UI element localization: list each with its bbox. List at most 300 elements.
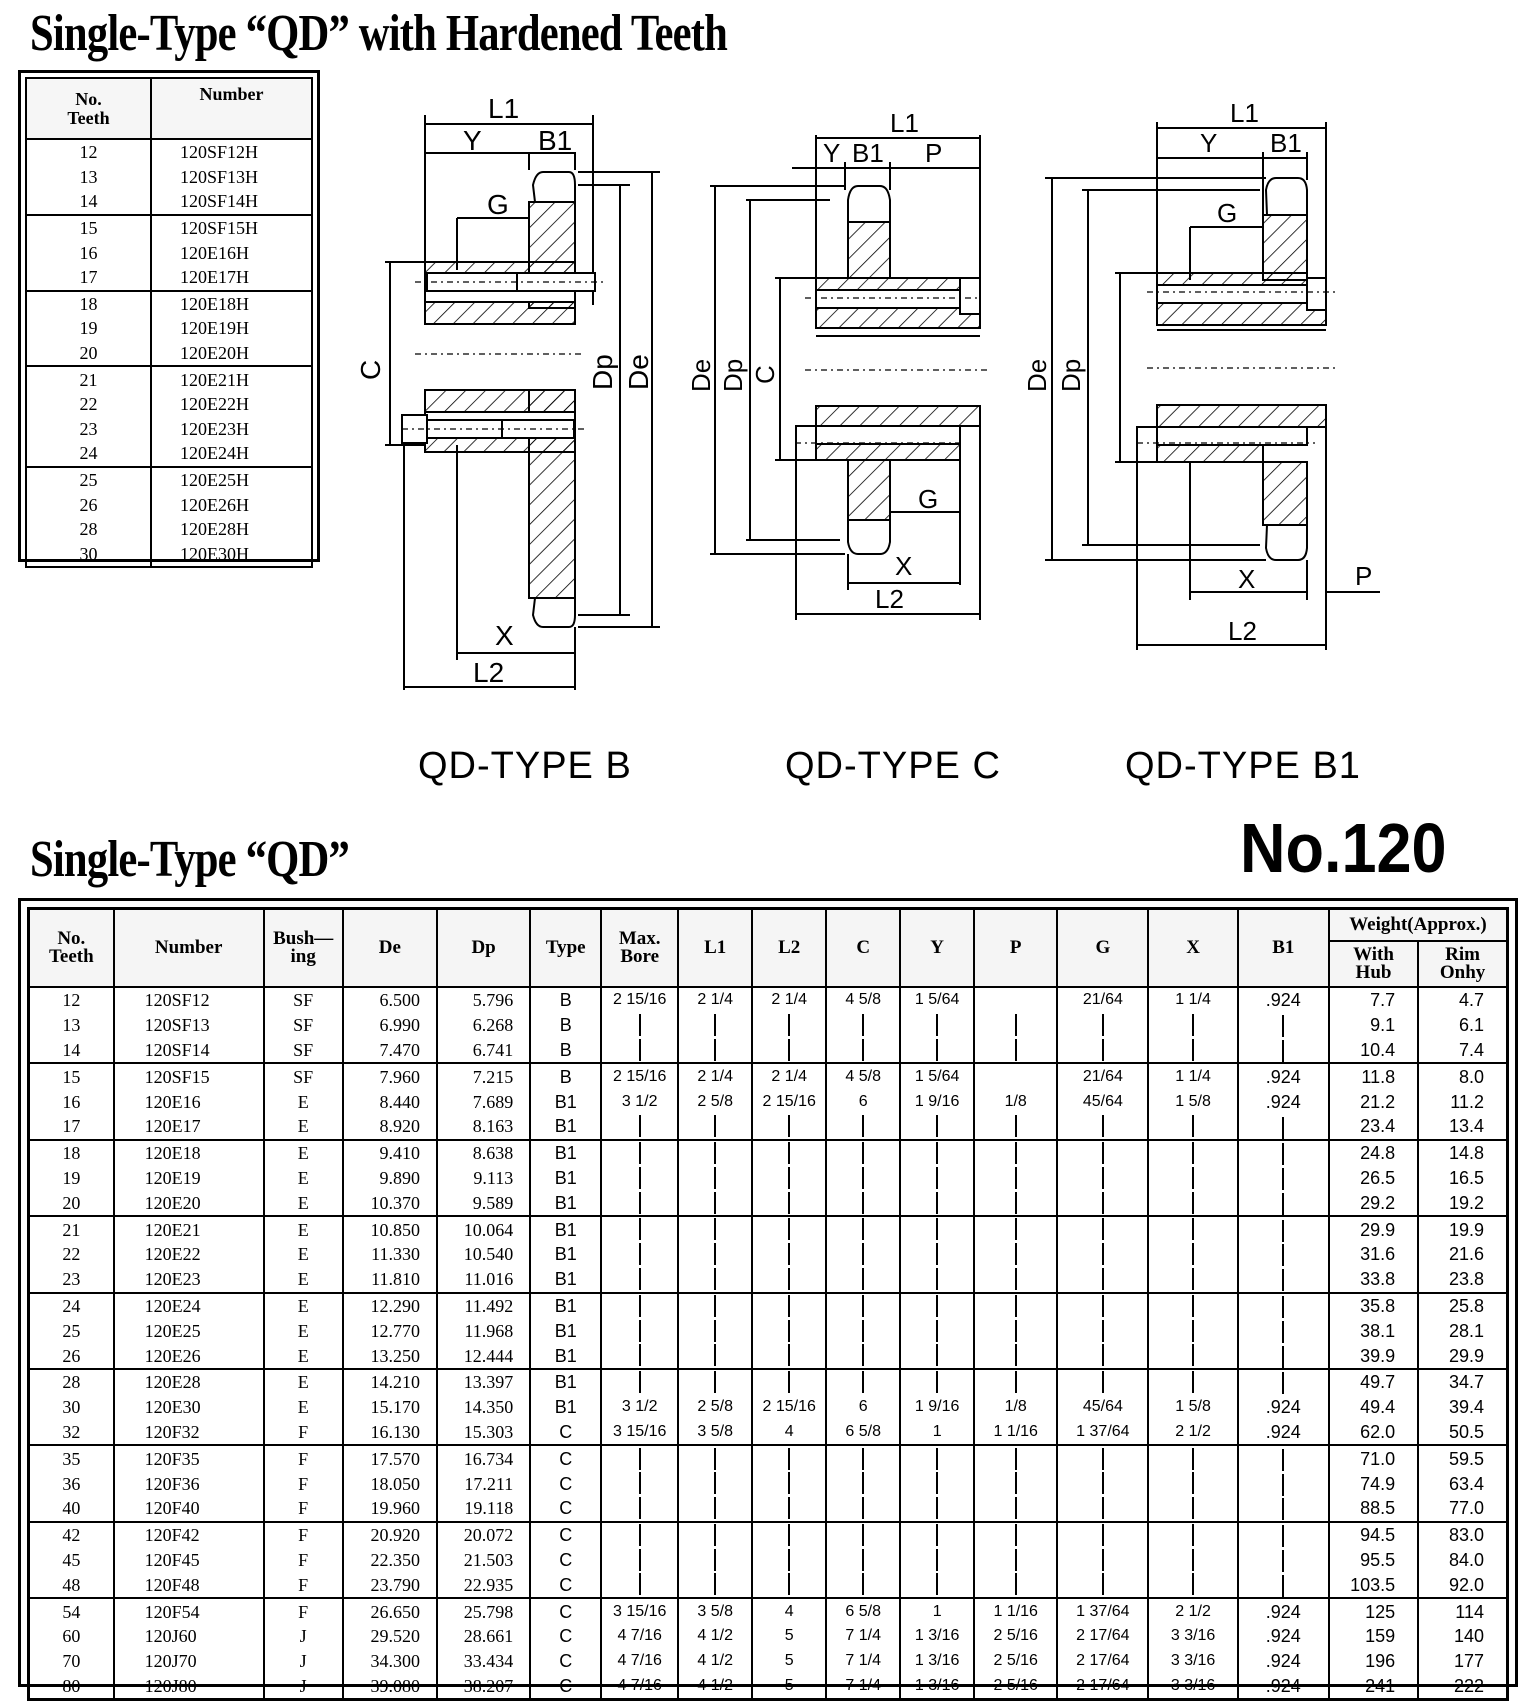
cell-de: 29.520	[343, 1624, 437, 1649]
cell-g	[1057, 1216, 1148, 1242]
cell-teeth: 12	[29, 987, 114, 1013]
cell-p	[974, 1038, 1057, 1064]
cell-max-bore	[601, 1038, 678, 1064]
diagram-qd-type-b	[330, 90, 670, 710]
header-y: Y	[900, 909, 974, 988]
table-row	[29, 1395, 1508, 1420]
cell-max-bore	[601, 1471, 678, 1496]
table-row	[29, 1496, 1508, 1522]
cell-p: 1 1/16	[974, 1598, 1057, 1624]
cell-l2	[752, 1496, 826, 1522]
cell-teeth: 17	[29, 1114, 114, 1140]
cell-l1	[678, 1318, 752, 1343]
ditto-bar	[1282, 1449, 1284, 1471]
cell-teeth: 20	[26, 341, 151, 367]
cell-teeth: 30	[26, 542, 151, 568]
dim-label-x: X	[495, 620, 514, 651]
cell-l2	[752, 1572, 826, 1598]
header-bushing: Bush— ing	[264, 909, 343, 988]
ditto-bar	[1192, 1039, 1194, 1061]
cell-l2	[752, 1013, 826, 1038]
chain-number: No.120	[1240, 809, 1447, 887]
cell-dp: 16.734	[437, 1445, 530, 1471]
cell-x	[1148, 1038, 1237, 1064]
cell-teeth: 25	[26, 467, 151, 493]
cell-with-hub: 95.5	[1329, 1548, 1418, 1573]
cell-p	[974, 1216, 1057, 1242]
cell-max-bore	[601, 1343, 678, 1369]
ditto-bar	[1102, 1167, 1104, 1189]
cell-l2	[752, 1140, 826, 1166]
ditto-bar	[1282, 1575, 1284, 1597]
cell-l2	[752, 1471, 826, 1496]
cell-de: 13.250	[343, 1343, 437, 1369]
ditto-bar	[1015, 1039, 1017, 1061]
cell-number: 120E18	[114, 1140, 264, 1166]
ditto-bar	[862, 1295, 864, 1317]
cell-de: 12.770	[343, 1318, 437, 1343]
cell-max-bore	[601, 1190, 678, 1216]
cell-g	[1057, 1548, 1148, 1573]
ditto-bar	[862, 1549, 864, 1571]
cell-g	[1057, 1242, 1148, 1267]
ditto-bar	[1015, 1192, 1017, 1214]
cell-number: 120E19H	[180, 318, 249, 339]
cell-c	[826, 1038, 900, 1064]
ditto-bar	[1015, 1344, 1017, 1366]
cell-l1	[678, 1114, 752, 1140]
cell-dp: 11.968	[437, 1318, 530, 1343]
cell-rim-only: 11.2	[1418, 1089, 1507, 1114]
cell-p	[974, 1318, 1057, 1343]
ditto-bar	[1015, 1115, 1017, 1137]
ditto-bar	[1282, 1296, 1284, 1318]
cell-l1: 4 1/2	[678, 1674, 752, 1700]
ditto-bar	[862, 1344, 864, 1366]
cell-x	[1148, 1343, 1237, 1369]
dim-label-de: De	[1022, 358, 1052, 392]
cell-b1	[1238, 1114, 1329, 1140]
ditto-bar	[1282, 1474, 1284, 1496]
cell-number: 120F35	[114, 1445, 264, 1471]
cell-rim-only: 77.0	[1418, 1496, 1507, 1522]
cell-teeth: 48	[29, 1572, 114, 1598]
cell-rim-only: 19.2	[1418, 1190, 1507, 1216]
cell-with-hub: 26.5	[1329, 1166, 1418, 1191]
cell-number: 120F54	[114, 1598, 264, 1624]
cell-x: 2 1/2	[1148, 1598, 1237, 1624]
ditto-bar	[1192, 1344, 1194, 1366]
ditto-bar	[639, 1268, 641, 1290]
cell-g	[1057, 1496, 1148, 1522]
cell-max-bore	[601, 1267, 678, 1293]
ditto-bar	[1192, 1115, 1194, 1137]
ditto-bar	[788, 1014, 790, 1036]
cell-type: B1	[530, 1293, 601, 1319]
ditto-bar	[862, 1524, 864, 1546]
cell-type: B1	[530, 1166, 601, 1191]
cell-l1	[678, 1013, 752, 1038]
header-no-teeth: No. Teeth	[29, 909, 114, 988]
ditto-bar	[1102, 1218, 1104, 1240]
ditto-bar	[862, 1115, 864, 1137]
ditto-bar	[862, 1371, 864, 1393]
ditto-bar	[1015, 1167, 1017, 1189]
ditto-bar	[714, 1524, 716, 1546]
cell-b1: .924	[1238, 1063, 1329, 1089]
cell-bushing: SF	[264, 1063, 343, 1089]
cell-dp: 11.492	[437, 1293, 530, 1319]
cell-g	[1057, 1369, 1148, 1395]
ditto-bar	[936, 1115, 938, 1137]
cell-p	[974, 1548, 1057, 1573]
cell-bushing: F	[264, 1522, 343, 1548]
cell-de: 12.290	[343, 1293, 437, 1319]
ditto-bar	[862, 1039, 864, 1061]
cell-x	[1148, 1293, 1237, 1319]
cell-de: 39.080	[343, 1674, 437, 1700]
cell-b1	[1238, 1166, 1329, 1191]
cell-with-hub: 35.8	[1329, 1293, 1418, 1319]
cell-y	[900, 1114, 974, 1140]
cell-number: 120E20H	[151, 341, 312, 367]
cell-teeth: 80	[29, 1674, 114, 1700]
cell-type: B1	[530, 1089, 601, 1114]
cell-type: B	[530, 1063, 601, 1089]
cell-dp: 13.397	[437, 1369, 530, 1395]
cell-y	[900, 1216, 974, 1242]
cell-b1	[1238, 1369, 1329, 1395]
cell-de: 34.300	[343, 1649, 437, 1674]
table-row	[29, 1114, 1508, 1140]
cell-bushing: SF	[264, 987, 343, 1013]
cell-b1	[1238, 1471, 1329, 1496]
cell-bushing: F	[264, 1548, 343, 1573]
cell-bushing: E	[264, 1216, 343, 1242]
cell-type: C	[530, 1572, 601, 1598]
ditto-bar	[714, 1142, 716, 1164]
cell-type: B1	[530, 1190, 601, 1216]
table-row	[29, 1318, 1508, 1343]
cell-number: 120E17H	[151, 265, 312, 291]
cell-teeth: 18	[29, 1140, 114, 1166]
ditto-bar	[639, 1115, 641, 1137]
cell-b1	[1238, 1445, 1329, 1471]
ditto-bar	[936, 1320, 938, 1342]
cell-with-hub: 9.1	[1329, 1013, 1418, 1038]
cell-l2: 4	[752, 1598, 826, 1624]
ditto-bar	[639, 1243, 641, 1265]
ditto-bar	[936, 1014, 938, 1036]
ditto-bar	[1015, 1268, 1017, 1290]
cell-p	[974, 1522, 1057, 1548]
dim-label-g: G	[918, 484, 939, 514]
cell-g	[1057, 1522, 1148, 1548]
cell-bushing: E	[264, 1190, 343, 1216]
cell-teeth: 21	[26, 366, 151, 392]
cell-c	[826, 1242, 900, 1267]
cell-dp: 8.638	[437, 1140, 530, 1166]
ditto-bar	[862, 1218, 864, 1240]
cell-g: 21/64	[1057, 987, 1148, 1013]
cell-with-hub: 23.4	[1329, 1114, 1418, 1140]
cell-x: 3 3/16	[1148, 1674, 1237, 1700]
cell-teeth: 20	[29, 1190, 114, 1216]
ditto-bar	[1192, 1268, 1194, 1290]
cell-with-hub: 21.2	[1329, 1089, 1418, 1114]
cell-number: 120F45	[114, 1548, 264, 1573]
cell-dp: 5.796	[437, 987, 530, 1013]
cell-teeth: 21	[29, 1216, 114, 1242]
cell-type: B1	[530, 1318, 601, 1343]
cell-rim-only: 6.1	[1418, 1013, 1507, 1038]
ditto-bar	[936, 1039, 938, 1061]
ditto-bar	[639, 1192, 641, 1214]
ditto-bar	[1102, 1039, 1104, 1061]
table-row	[29, 1572, 1508, 1598]
ditto-bar	[1192, 1573, 1194, 1595]
ditto-bar	[1192, 1167, 1194, 1189]
table-row	[29, 1140, 1508, 1166]
ditto-bar	[1015, 1549, 1017, 1571]
cell-number: 120E28	[114, 1369, 264, 1395]
cell-g	[1057, 1267, 1148, 1293]
cell-with-hub: 33.8	[1329, 1267, 1418, 1293]
cell-l1: 3 5/8	[678, 1420, 752, 1446]
cell-de: 14.210	[343, 1369, 437, 1395]
cell-bushing: E	[264, 1395, 343, 1420]
cell-number: 120SF15H	[180, 218, 259, 239]
cell-max-bore: 4 7/16	[601, 1649, 678, 1674]
dim-label-c: C	[750, 365, 780, 384]
table-row	[29, 1471, 1508, 1496]
cell-p	[974, 1267, 1057, 1293]
cell-bushing: F	[264, 1598, 343, 1624]
ditto-bar	[788, 1115, 790, 1137]
cell-bushing: E	[264, 1114, 343, 1140]
cell-max-bore	[601, 1369, 678, 1395]
cell-b1	[1238, 1548, 1329, 1573]
cell-max-bore	[601, 1293, 678, 1319]
table-row	[26, 189, 312, 215]
ditto-bar	[714, 1448, 716, 1470]
page-title-single-type: Single-Type “QD”	[30, 831, 349, 888]
cell-teeth: 24	[29, 1293, 114, 1319]
ditto-bar	[1015, 1320, 1017, 1342]
ditto-bar	[788, 1524, 790, 1546]
ditto-bar	[936, 1448, 938, 1470]
cell-l1: 2 5/8	[678, 1395, 752, 1420]
cell-number: 120SF12	[114, 987, 264, 1013]
cell-number: 120E28H	[180, 519, 249, 540]
cell-b1: .924	[1238, 1649, 1329, 1674]
cell-rim-only: 222	[1418, 1674, 1507, 1700]
cell-rim-only: 23.8	[1418, 1267, 1507, 1293]
cell-p	[974, 1166, 1057, 1191]
cell-max-bore	[601, 1445, 678, 1471]
ditto-bar	[936, 1549, 938, 1571]
cell-dp: 6.741	[437, 1038, 530, 1064]
cell-teeth: 14	[29, 1038, 114, 1064]
cell-b1	[1238, 1242, 1329, 1267]
cell-bushing: E	[264, 1369, 343, 1395]
cell-de: 6.990	[343, 1013, 437, 1038]
cell-with-hub: 94.5	[1329, 1522, 1418, 1548]
table-row	[29, 1216, 1508, 1242]
ditto-bar	[1192, 1192, 1194, 1214]
cell-y	[900, 1038, 974, 1064]
ditto-bar	[1015, 1472, 1017, 1494]
dim-label-b1: B1	[538, 125, 573, 156]
cell-x: 2 1/2	[1148, 1420, 1237, 1446]
cell-number: 120E22	[114, 1242, 264, 1267]
ditto-bar	[1102, 1448, 1104, 1470]
cell-number: 120F36	[114, 1471, 264, 1496]
cell-c	[826, 1522, 900, 1548]
ditto-bar	[1282, 1550, 1284, 1572]
cell-p	[974, 1471, 1057, 1496]
cell-b1	[1238, 1293, 1329, 1319]
ditto-bar	[1102, 1115, 1104, 1137]
cell-max-bore: 4 7/16	[601, 1674, 678, 1700]
cell-y	[900, 1572, 974, 1598]
ditto-bar	[788, 1573, 790, 1595]
cell-number: 120F40	[114, 1496, 264, 1522]
cell-x: 3 3/16	[1148, 1649, 1237, 1674]
cell-max-bore	[601, 1522, 678, 1548]
cell-y	[900, 1013, 974, 1038]
ditto-bar	[639, 1344, 641, 1366]
ditto-bar	[1102, 1243, 1104, 1265]
cell-l1: 2 1/4	[678, 1063, 752, 1089]
cell-type: B	[530, 1013, 601, 1038]
cell-p	[974, 1190, 1057, 1216]
cell-p	[974, 1343, 1057, 1369]
cell-b1	[1238, 1216, 1329, 1242]
cell-number: 120E26H	[180, 494, 249, 515]
cell-l2: 2 15/16	[752, 1089, 826, 1114]
cell-type: B1	[530, 1216, 601, 1242]
cell-b1: .924	[1238, 987, 1329, 1013]
header-b1: B1	[1238, 909, 1329, 988]
dim-label-l1: L1	[890, 110, 919, 138]
cell-dp: 10.064	[437, 1216, 530, 1242]
cell-de: 23.790	[343, 1572, 437, 1598]
cell-g: 2 17/64	[1057, 1649, 1148, 1674]
cell-teeth: 12	[26, 139, 151, 165]
cell-x	[1148, 1190, 1237, 1216]
cell-y	[900, 1445, 974, 1471]
cell-p	[974, 987, 1057, 1013]
cell-x	[1148, 1267, 1237, 1293]
cell-y: 1 5/64	[900, 987, 974, 1013]
ditto-bar	[1282, 1498, 1284, 1520]
ditto-bar	[1282, 1143, 1284, 1165]
cell-bushing: F	[264, 1572, 343, 1598]
cell-l1: 4 1/2	[678, 1624, 752, 1649]
cell-max-bore	[601, 1114, 678, 1140]
cell-l1	[678, 1343, 752, 1369]
ditto-bar	[1015, 1295, 1017, 1317]
cell-number: 120J70	[114, 1649, 264, 1674]
cell-rim-only: 83.0	[1418, 1522, 1507, 1548]
table-row	[29, 1624, 1508, 1649]
ditto-bar	[1192, 1549, 1194, 1571]
table-row	[29, 1242, 1508, 1267]
table-row	[29, 1598, 1508, 1624]
cell-p: 1/8	[974, 1395, 1057, 1420]
cell-y: 1 9/16	[900, 1395, 974, 1420]
cell-rim-only: 63.4	[1418, 1471, 1507, 1496]
cell-l2: 2 15/16	[752, 1395, 826, 1420]
ditto-bar	[936, 1371, 938, 1393]
ditto-bar	[714, 1320, 716, 1342]
ditto-bar	[1282, 1346, 1284, 1368]
cell-with-hub: 241	[1329, 1674, 1418, 1700]
cell-bushing: F	[264, 1420, 343, 1446]
dim-label-dp: Dp	[587, 354, 618, 390]
cell-bushing: J	[264, 1674, 343, 1700]
header-x: X	[1148, 909, 1237, 988]
ditto-bar	[1192, 1524, 1194, 1546]
ditto-bar	[862, 1573, 864, 1595]
cell-x	[1148, 1572, 1237, 1598]
cell-l1	[678, 1140, 752, 1166]
cell-number: 120SF14	[114, 1038, 264, 1064]
ditto-bar	[639, 1472, 641, 1494]
cell-x: 1 1/4	[1148, 987, 1237, 1013]
cell-rim-only: 114	[1418, 1598, 1507, 1624]
dim-label-p: P	[1355, 561, 1373, 591]
ditto-bar	[639, 1371, 641, 1393]
ditto-bar	[788, 1192, 790, 1214]
cell-de: 11.810	[343, 1267, 437, 1293]
ditto-bar	[788, 1320, 790, 1342]
cell-de: 10.850	[343, 1216, 437, 1242]
cell-de: 7.960	[343, 1063, 437, 1089]
ditto-bar	[1102, 1344, 1104, 1366]
ditto-bar	[788, 1295, 790, 1317]
cell-teeth: 32	[29, 1420, 114, 1446]
header-number: Number	[151, 78, 312, 139]
ditto-bar	[1015, 1243, 1017, 1265]
ditto-bar	[788, 1243, 790, 1265]
table-row	[29, 987, 1508, 1013]
cell-bushing: J	[264, 1649, 343, 1674]
ditto-bar	[862, 1167, 864, 1189]
header-max-bore: Max. Bore	[601, 909, 678, 988]
cell-de: 17.570	[343, 1445, 437, 1471]
ditto-bar	[788, 1472, 790, 1494]
cell-de: 9.410	[343, 1140, 437, 1166]
cell-teeth: 45	[29, 1548, 114, 1573]
cell-x	[1148, 1166, 1237, 1191]
ditto-bar	[1192, 1448, 1194, 1470]
cell-x	[1148, 1216, 1237, 1242]
cell-dp: 9.589	[437, 1190, 530, 1216]
cell-l1	[678, 1166, 752, 1191]
table-row	[26, 341, 312, 367]
cell-bushing: E	[264, 1140, 343, 1166]
cell-with-hub: 62.0	[1329, 1420, 1418, 1446]
cell-c	[826, 1343, 900, 1369]
table-row	[29, 1343, 1508, 1369]
ditto-bar	[936, 1295, 938, 1317]
ditto-bar	[1102, 1371, 1104, 1393]
cell-with-hub: 71.0	[1329, 1445, 1418, 1471]
ditto-bar	[936, 1268, 938, 1290]
cell-c: 6	[826, 1089, 900, 1114]
